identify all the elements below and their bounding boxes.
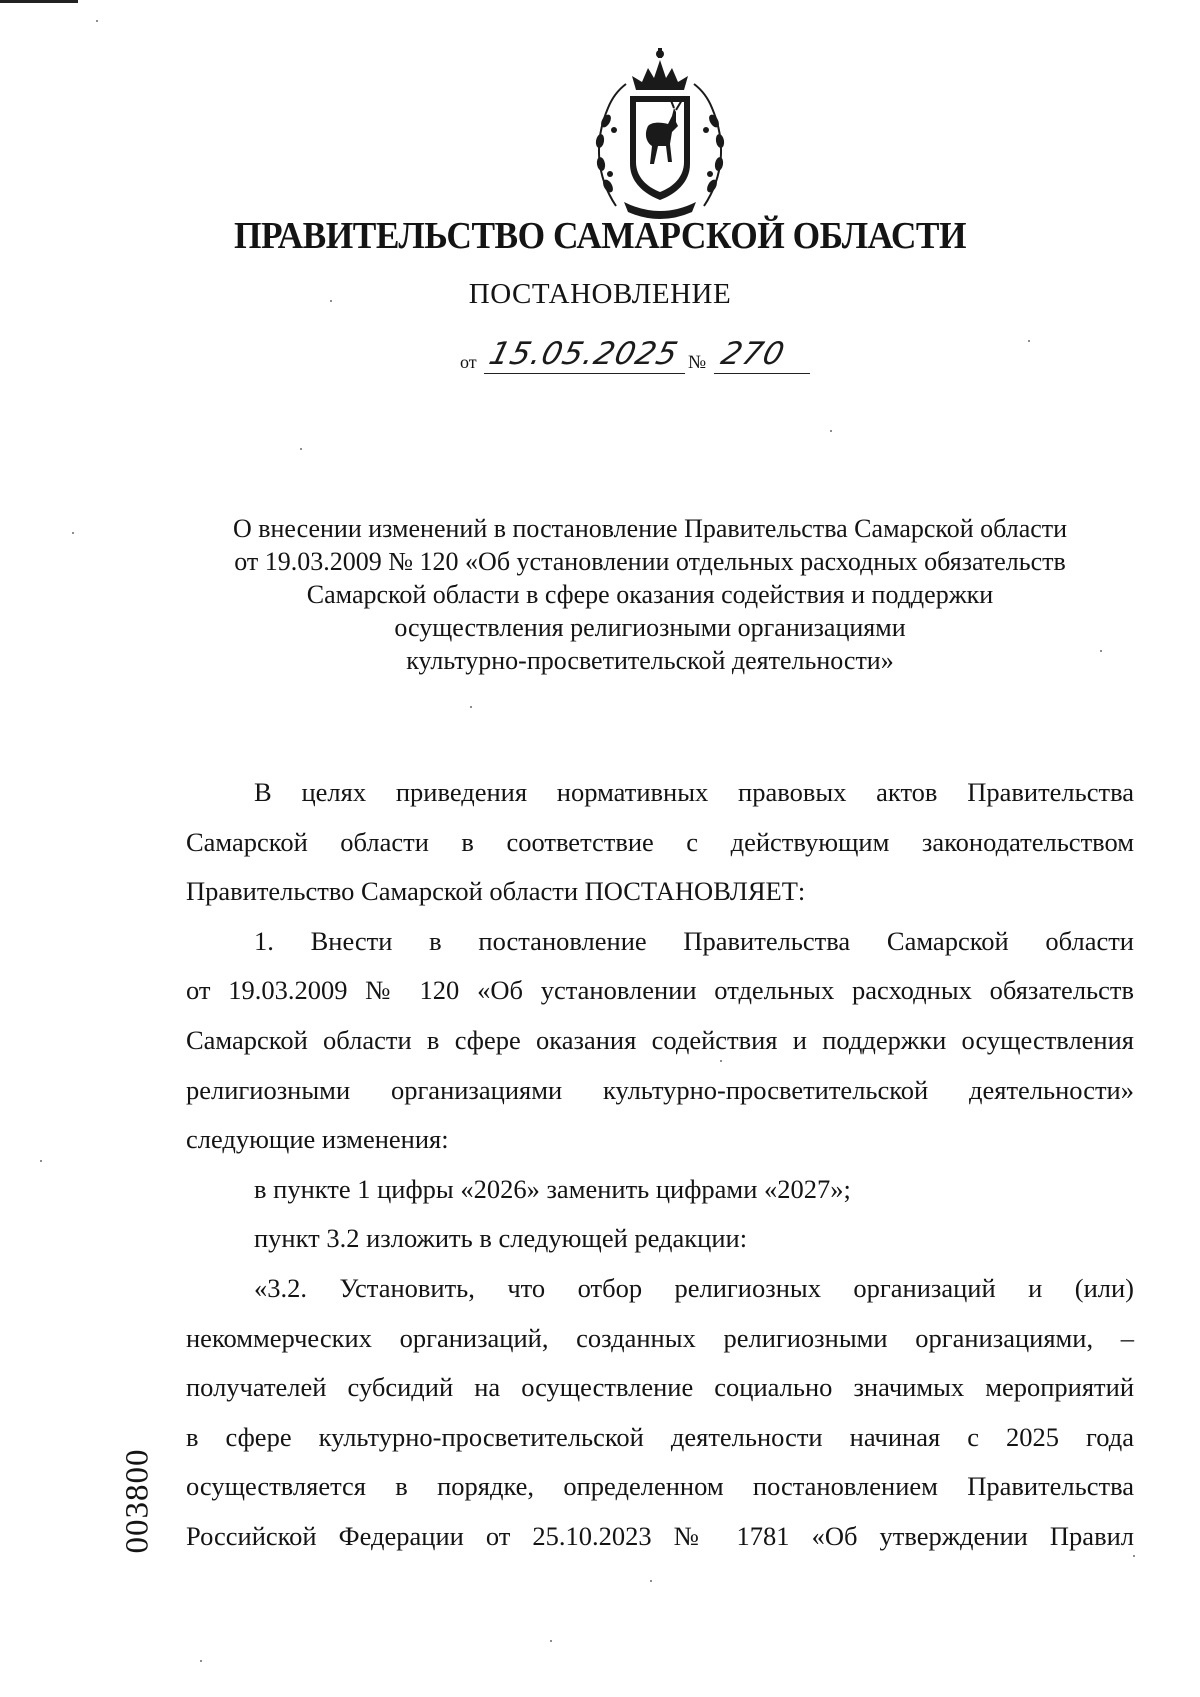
scan-speck (720, 1060, 722, 1062)
scan-speck (300, 448, 302, 450)
body-line: осуществляется в порядке, определенном постановлением Правительства (186, 1471, 1134, 1502)
body-line: пункт 3.2 изложить в следующей редакции: (254, 1223, 748, 1254)
body-line: религиозными организациями культурно-просветительской деятельности» (186, 1074, 1134, 1105)
scan-speck (550, 1640, 552, 1642)
scan-speck (1028, 340, 1030, 342)
document-subject (180, 512, 1120, 677)
date-underline (484, 373, 685, 374)
body-line: получателей субсидий на осуществление социально значимых мероприятий (186, 1372, 1134, 1403)
body-line: «3.2. Установить, что отбор религиозных организаций и (или) (254, 1272, 1134, 1303)
samara-oblast-coat-of-arms-icon (586, 46, 734, 222)
scan-speck (1100, 650, 1102, 652)
scan-speck (200, 1660, 202, 1662)
body-line: в сфере культурно-просветительской деятельности начиная с 2025 года (186, 1421, 1134, 1452)
body-line: Самарской области в сфере оказания содействия и поддержки осуществления (186, 1024, 1134, 1055)
handwritten-number: 270 (717, 336, 789, 372)
document-type-heading: ПОСТАНОВЛЕНИЕ (468, 278, 732, 310)
scan-speck (830, 430, 832, 432)
body-line: следующие изменения: (186, 1124, 449, 1155)
scan-speck (40, 1160, 42, 1162)
scan-edge-line (0, 0, 78, 3)
body-line: Правительство Самарской области ПОСТАНОВЛЯЕТ: (186, 876, 806, 907)
body-line: от 19.03.2009 № 120 «Об установлении отдельных расходных обязательств (186, 975, 1134, 1006)
date-prefix-label: от (460, 352, 477, 372)
margin-registration-number (108, 1440, 168, 1562)
scan-speck (470, 706, 472, 708)
date-number-line (460, 334, 860, 378)
body-line: В целях приведения нормативных правовых актов Правительства (254, 777, 1134, 807)
body-line: Самарской области в соответствие с действующим законодательством (186, 826, 1134, 857)
body-line: Российской Федерации от 25.10.2023 № 1781 «Об утверждении Правил (186, 1520, 1134, 1551)
number-prefix-label: № (688, 352, 707, 373)
handwritten-date: 15.05.2025 (485, 336, 682, 372)
scan-speck (330, 300, 332, 302)
subject-line: Самарской области в сфере оказания содействия и поддержки (306, 580, 994, 609)
scan-speck (650, 1580, 652, 1582)
subject-line: культурно-просветительской деятельности» (406, 646, 894, 675)
scan-speck (1133, 1555, 1135, 1557)
body-line: некоммерческих организаций, созданных религиозными организациями, – (186, 1322, 1134, 1353)
subject-line: О внесении изменений в постановление Правительства Самарской области (232, 514, 1068, 543)
number-underline (714, 373, 810, 374)
margin-registration-text: 003800 (119, 1448, 156, 1554)
scan-speck (72, 532, 74, 534)
organization-heading: ПРАВИТЕЛЬСТВО САМАРСКОЙ ОБЛАСТИ (233, 215, 967, 257)
body-line: в пункте 1 цифры «2026» заменить цифрами «2027»; (254, 1173, 851, 1204)
document-body (186, 768, 1134, 1562)
subject-line: от 19.03.2009 № 120 «Об установлении отдельных расходных обязательств (234, 547, 1066, 576)
scan-speck (96, 20, 98, 22)
subject-line: осуществления религиозными организациями (394, 613, 906, 642)
body-line: 1. Внести в постановление Правительства Самарской области (254, 925, 1134, 956)
